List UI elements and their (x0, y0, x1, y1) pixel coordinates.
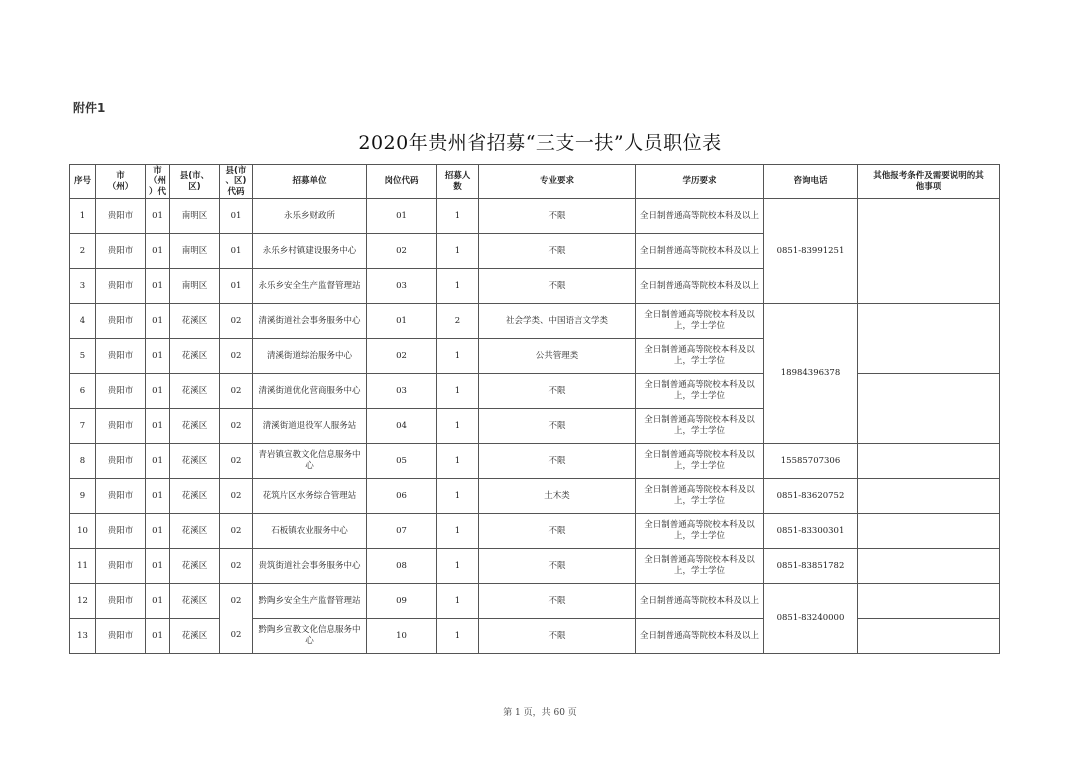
cell-post-code: 06 (367, 479, 437, 514)
cell-post-code: 02 (367, 339, 437, 374)
cell-phone: 0851-83991251 (764, 199, 858, 304)
table-row (70, 584, 1000, 619)
cell-county-code: 01 (220, 234, 253, 269)
cell-seq: 8 (70, 444, 96, 479)
table-row (70, 549, 1000, 584)
cell-major: 不限 (479, 514, 636, 549)
cell-city-code: 01 (146, 339, 170, 374)
cell-county: 花溪区 (170, 304, 220, 339)
cell-major: 不限 (479, 234, 636, 269)
cell-city-code: 01 (146, 374, 170, 409)
cell-unit: 石板镇农业服务中心 (253, 514, 367, 549)
cell-notes (858, 199, 1000, 304)
cell-county-code: 02 (220, 374, 253, 409)
cell-major: 不限 (479, 619, 636, 654)
cell-county-code: 02 (220, 584, 253, 619)
cell-county-code: 02 (220, 619, 253, 654)
cell-city-code: 01 (146, 304, 170, 339)
cell-city: 贵阳市 (96, 409, 146, 444)
cell-education: 全日制普通高等院校本科及以上 (636, 269, 764, 304)
cell-unit: 永乐乡财政所 (253, 199, 367, 234)
cell-post-code: 10 (367, 619, 437, 654)
cell-county: 花溪区 (170, 339, 220, 374)
cell-county: 花溪区 (170, 444, 220, 479)
cell-education: 全日制普通高等院校本科及以上，学士学位 (636, 339, 764, 374)
cell-city: 贵阳市 (96, 374, 146, 409)
table-row (70, 374, 1000, 409)
document-title: 2020年贵州省招募“三支一扶”人员职位表 (358, 132, 722, 154)
cell-major: 不限 (479, 374, 636, 409)
cell-post-code: 01 (367, 199, 437, 234)
cell-county: 南明区 (170, 234, 220, 269)
cell-major: 不限 (479, 444, 636, 479)
header-post-code: 岗位代码 (367, 165, 437, 199)
table-row (70, 444, 1000, 479)
cell-seq: 9 (70, 479, 96, 514)
cell-count: 1 (437, 479, 479, 514)
cell-notes (858, 514, 1000, 549)
cell-education: 全日制普通高等院校本科及以上，学士学位 (636, 304, 764, 339)
cell-post-code: 07 (367, 514, 437, 549)
cell-seq: 13 (70, 619, 96, 654)
cell-city: 贵阳市 (96, 444, 146, 479)
cell-notes (858, 444, 1000, 479)
cell-education: 全日制普通高等院校本科及以上，学士学位 (636, 514, 764, 549)
cell-count: 1 (437, 374, 479, 409)
cell-unit: 清溪街道优化营商服务中心 (253, 374, 367, 409)
header-major: 专业要求 (479, 165, 636, 199)
cell-phone: 0851-83300301 (764, 514, 858, 549)
cell-unit: 青岩镇宣教文化信息服务中心 (253, 444, 367, 479)
header-city-code: 市 （州 ）代 (146, 165, 170, 199)
cell-county-code: 02 (220, 549, 253, 584)
cell-seq: 1 (70, 199, 96, 234)
page-footer: 第 1 页，共 60 页 (503, 708, 577, 718)
cell-major: 社会学类、中国语言文学类 (479, 304, 636, 339)
cell-county: 南明区 (170, 199, 220, 234)
header-notes: 其他报考条件及需要说明的其 他事项 (858, 165, 1000, 199)
cell-count: 1 (437, 269, 479, 304)
header-phone: 咨询电话 (764, 165, 858, 199)
cell-seq: 2 (70, 234, 96, 269)
cell-unit: 永乐乡安全生产监督管理站 (253, 269, 367, 304)
cell-count: 1 (437, 549, 479, 584)
cell-city: 贵阳市 (96, 199, 146, 234)
cell-count: 1 (437, 514, 479, 549)
cell-major: 不限 (479, 269, 636, 304)
header-county-code: 县(市 、区) 代码 (220, 165, 253, 199)
positions-table (69, 164, 1000, 654)
cell-phone: 0851-83620752 (764, 479, 858, 514)
cell-county: 花溪区 (170, 584, 220, 619)
cell-post-code: 03 (367, 374, 437, 409)
cell-major: 不限 (479, 584, 636, 619)
cell-city: 贵阳市 (96, 269, 146, 304)
cell-seq: 10 (70, 514, 96, 549)
cell-post-code: 04 (367, 409, 437, 444)
cell-count: 1 (437, 584, 479, 619)
cell-city-code: 01 (146, 514, 170, 549)
header-education: 学历要求 (636, 165, 764, 199)
cell-major: 土木类 (479, 479, 636, 514)
cell-major: 不限 (479, 549, 636, 584)
cell-county: 花溪区 (170, 514, 220, 549)
table-row (70, 619, 1000, 654)
cell-county: 花溪区 (170, 409, 220, 444)
header-count: 招募人 数 (437, 165, 479, 199)
cell-major: 公共管理类 (479, 339, 636, 374)
cell-city: 贵阳市 (96, 304, 146, 339)
cell-count: 1 (437, 199, 479, 234)
cell-unit: 花筑片区水务综合管理站 (253, 479, 367, 514)
cell-city: 贵阳市 (96, 339, 146, 374)
cell-major: 不限 (479, 409, 636, 444)
cell-city-code: 01 (146, 549, 170, 584)
table-row (70, 339, 1000, 374)
cell-count: 1 (437, 339, 479, 374)
cell-education: 全日制普通高等院校本科及以上 (636, 234, 764, 269)
cell-post-code: 05 (367, 444, 437, 479)
cell-county-code: 02 (220, 339, 253, 374)
cell-phone: 0851-83240000 (764, 584, 858, 654)
cell-city: 贵阳市 (96, 479, 146, 514)
cell-seq: 6 (70, 374, 96, 409)
cell-unit: 贵筑街道社会事务服务中心 (253, 549, 367, 584)
cell-count: 1 (437, 409, 479, 444)
cell-notes (858, 584, 1000, 619)
cell-unit: 清溪街道社会事务服务中心 (253, 304, 367, 339)
cell-education: 全日制普通高等院校本科及以上，学士学位 (636, 549, 764, 584)
cell-city: 贵阳市 (96, 549, 146, 584)
cell-phone: 18984396378 (764, 304, 858, 444)
cell-city-code: 01 (146, 619, 170, 654)
cell-notes (858, 339, 1000, 374)
cell-county-code: 02 (220, 479, 253, 514)
header-county: 县(市、 区) (170, 165, 220, 199)
cell-county-code: 02 (220, 444, 253, 479)
cell-notes (858, 549, 1000, 584)
cell-city-code: 01 (146, 234, 170, 269)
cell-notes (858, 304, 1000, 339)
cell-post-code: 03 (367, 269, 437, 304)
cell-county: 花溪区 (170, 549, 220, 584)
cell-county-code: 02 (220, 304, 253, 339)
cell-major: 不限 (479, 199, 636, 234)
cell-education: 全日制普通高等院校本科及以上，学士学位 (636, 479, 764, 514)
cell-phone: 15585707306 (764, 444, 858, 479)
cell-city-code: 01 (146, 409, 170, 444)
header-city: 市 （州） (96, 165, 146, 199)
cell-seq: 11 (70, 549, 96, 584)
cell-seq: 3 (70, 269, 96, 304)
cell-education: 全日制普通高等院校本科及以上，学士学位 (636, 409, 764, 444)
cell-seq: 4 (70, 304, 96, 339)
cell-city-code: 01 (146, 444, 170, 479)
cell-unit: 黔陶乡宣教文化信息服务中心 (253, 619, 367, 654)
cell-unit: 清溪街道综治服务中心 (253, 339, 367, 374)
cell-notes (858, 619, 1000, 654)
cell-count: 1 (437, 444, 479, 479)
cell-education: 全日制普通高等院校本科及以上 (636, 199, 764, 234)
cell-county-code: 02 (220, 409, 253, 444)
cell-notes (858, 374, 1000, 444)
table-header-row (70, 165, 1000, 199)
cell-unit: 清溪街道退役军人服务站 (253, 409, 367, 444)
cell-notes (858, 479, 1000, 514)
cell-education: 全日制普通高等院校本科及以上，学士学位 (636, 444, 764, 479)
table-row (70, 199, 1000, 234)
cell-education: 全日制普通高等院校本科及以上 (636, 619, 764, 654)
cell-education: 全日制普通高等院校本科及以上，学士学位 (636, 374, 764, 409)
cell-seq: 5 (70, 339, 96, 374)
cell-seq: 7 (70, 409, 96, 444)
cell-county: 花溪区 (170, 479, 220, 514)
cell-county: 花溪区 (170, 374, 220, 409)
cell-post-code: 08 (367, 549, 437, 584)
cell-city: 贵阳市 (96, 619, 146, 654)
cell-county-code: 01 (220, 199, 253, 234)
cell-city: 贵阳市 (96, 584, 146, 619)
cell-post-code: 02 (367, 234, 437, 269)
cell-count: 1 (437, 619, 479, 654)
header-unit: 招募单位 (253, 165, 367, 199)
cell-city-code: 01 (146, 269, 170, 304)
cell-city: 贵阳市 (96, 514, 146, 549)
cell-county-code: 02 (220, 514, 253, 549)
cell-county: 花溪区 (170, 619, 220, 654)
header-seq: 序号 (70, 165, 96, 199)
cell-unit: 永乐乡村镇建设服务中心 (253, 234, 367, 269)
cell-city: 贵阳市 (96, 234, 146, 269)
table-row (70, 479, 1000, 514)
cell-county: 南明区 (170, 269, 220, 304)
cell-post-code: 01 (367, 304, 437, 339)
cell-unit: 黔陶乡安全生产监督管理站 (253, 584, 367, 619)
attachment-label: 附件1 (73, 101, 106, 115)
table-row (70, 514, 1000, 549)
cell-phone: 0851-83851782 (764, 549, 858, 584)
table-row (70, 304, 1000, 339)
cell-city-code: 01 (146, 479, 170, 514)
cell-seq: 12 (70, 584, 96, 619)
cell-count: 2 (437, 304, 479, 339)
cell-education: 全日制普通高等院校本科及以上 (636, 584, 764, 619)
cell-county-code: 01 (220, 269, 253, 304)
cell-city-code: 01 (146, 199, 170, 234)
cell-post-code: 09 (367, 584, 437, 619)
cell-count: 1 (437, 234, 479, 269)
cell-city-code: 01 (146, 584, 170, 619)
